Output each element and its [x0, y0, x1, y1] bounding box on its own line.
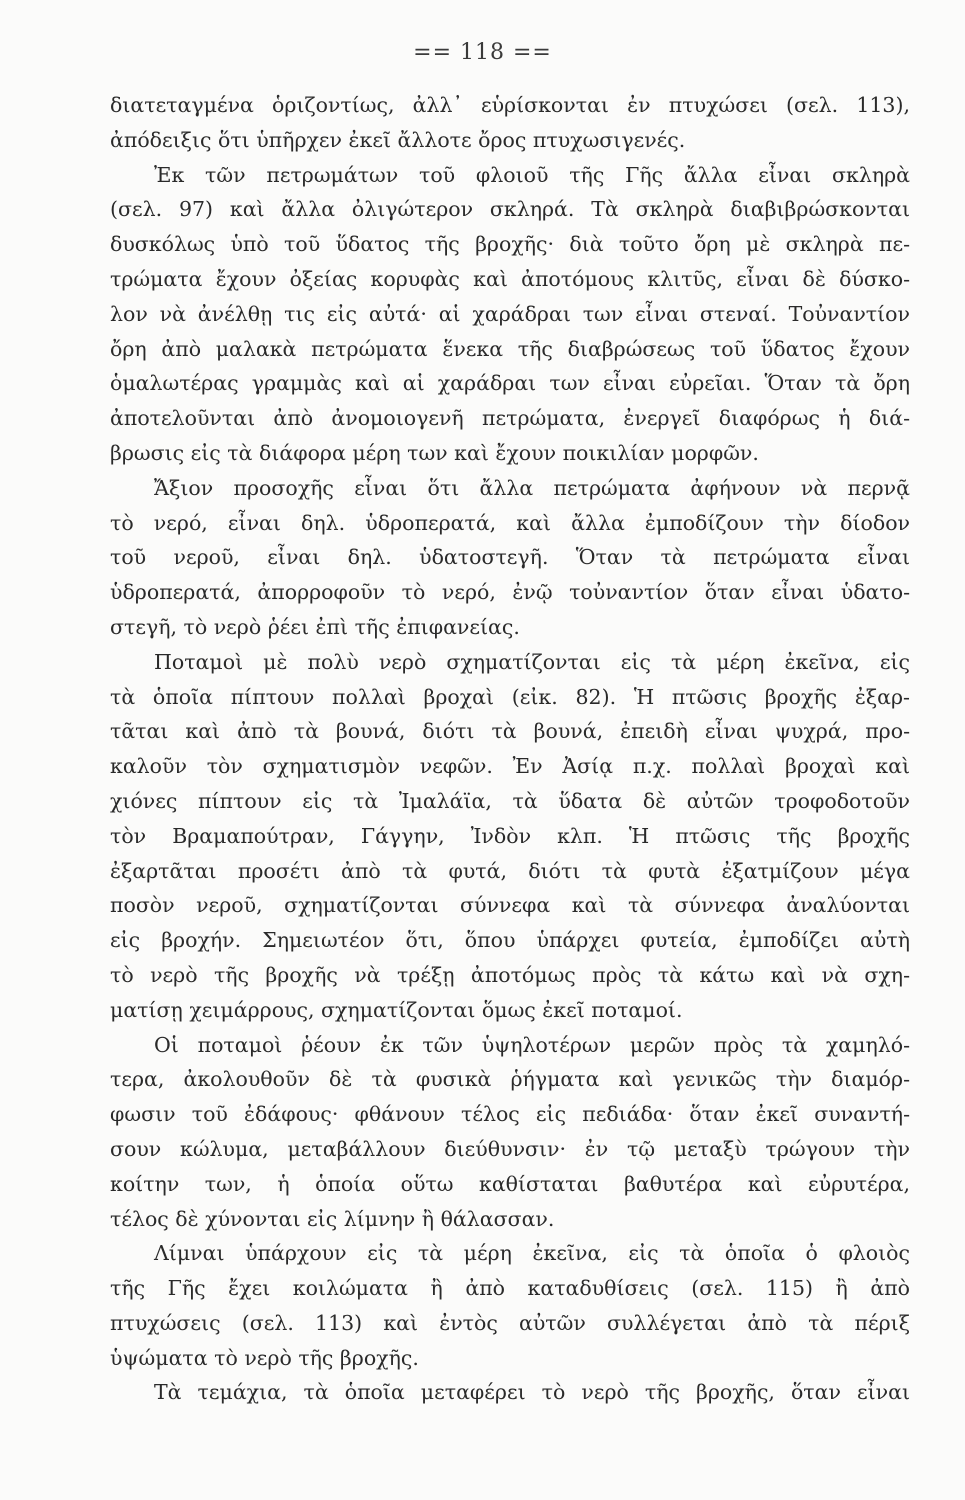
- text-line: κοίτην των, ἡ ὁποία οὕτω καθίσταται βαθυτέρα καὶ εὐρυτέρα,: [110, 1171, 910, 1196]
- text-line: ματίσῃ χειμάρρους, σχηματίζονται ὅμως ἐκεῖ ποταμοί.: [110, 997, 683, 1022]
- text-line: Λίμναι ὑπάρχουν εἰς τὰ μέρη ἐκεῖνα, εἰς τὰ ὁποῖα ὁ φλοιὸς: [154, 1241, 910, 1266]
- text-line: ὑδροπερατά, ἀπορροφοῦν τὸ νερό, ἐνῷ τοὐναντίον ὅταν εἶναι ὑδατο-: [110, 580, 910, 605]
- text-line: λον νὰ ἀνέλθῃ τις εἰς αὐτά· αἱ χαράδραι των εἶναι στεναί. Τοὐναντίον: [110, 301, 910, 326]
- text-line: χιόνες πίπτουν εἰς τὰ Ἰμαλάϊα, τὰ ὕδατα δὲ αὐτῶν τροφοδοτοῦν: [110, 788, 910, 813]
- text-line: τρώματα ἔχουν ὀξείας κορυφὰς καὶ ἀποτόμους κλιτῦς, εἶναι δὲ δύσκο-: [110, 266, 910, 291]
- text-line: Τὰ τεμάχια, τὰ ὁποῖα μεταφέρει τὸ νερὸ τῆς βροχῆς, ὅταν εἶναι: [154, 1380, 910, 1405]
- text-line: ἐξαρτᾶται προσέτι ἀπὸ τὰ φυτά, διότι τὰ φυτὰ ἐξατμίζουν μέγα: [110, 858, 910, 883]
- text-line: Οἱ ποταμοὶ ῥέουν ἐκ τῶν ὑψηλοτέρων μερῶν πρὸς τὰ χαμηλό-: [154, 1032, 910, 1057]
- text-line: καλοῦν τὸν σχηματισμὸν νεφῶν. Ἐν Ἀσίᾳ π.χ. πολλαὶ βροχαὶ καὶ: [110, 754, 910, 779]
- text-line: ὄρη ἀπὸ μαλακὰ πετρώματα ἕνεκα τῆς διαβρώσεως τοῦ ὕδατος ἔχουν: [110, 336, 910, 361]
- text-line: πτυχώσεις (σελ. 113) καὶ ἐντὸς αὐτῶν συλλέγεται ἀπὸ τὰ πέριξ: [110, 1310, 910, 1335]
- text-line: τοῦ νεροῦ, εἶναι δηλ. ὑδατοστεγῆ. Ὅταν τὰ πετρώματα εἶναι: [110, 545, 910, 570]
- paragraph: [110, 1028, 910, 1237]
- text-line: τὸ νερὸ τῆς βροχῆς νὰ τρέξῃ ἀποτόμως πρὸς τὰ κάτω καὶ νὰ σχη-: [110, 962, 910, 987]
- text-line: τὸν Βραμαπούτραν, Γάγγην, Ἰνδὸν κλπ. Ἡ πτῶσις τῆς βροχῆς: [110, 823, 910, 848]
- text-line: ὑψώματα τὸ νερὸ τῆς βροχῆς.: [110, 1345, 419, 1370]
- paragraph: [110, 1236, 910, 1375]
- paragraph: [110, 158, 910, 471]
- paragraph: [110, 471, 910, 645]
- text-line: βρωσις εἰς τὰ διάφορα μέρη των καὶ ἔχουν ποικιλίαν μορφῶν.: [110, 440, 759, 465]
- text-line: στεγῆ, τὸ νερὸ ῥέει ἐπὶ τῆς ἐπιφανείας.: [110, 614, 520, 639]
- text-line: Ἄξιον προσοχῆς εἶναι ὅτι ἄλλα πετρώματα ἀφήνουν νὰ περνᾷ: [154, 475, 910, 500]
- text-line: τᾶται καὶ ἀπὸ τὰ βουνά, διότι τὰ βουνά, ἐπειδὴ εἶναι ψυχρά, προ-: [110, 719, 910, 744]
- text-line: σουν κώλυμα, μεταβάλλουν διεύθυνσιν· ἐν τῷ μεταξὺ τρώγουν τὴν: [110, 1136, 910, 1161]
- text-line: διατεταγμένα ὁριζοντίως, ἀλλ᾽ εὑρίσκονται ἐν πτυχώσει (σελ. 113),: [110, 93, 910, 117]
- text-line: τερα, ἀκολουθοῦν δὲ τὰ φυσικὰ ῥήγματα καὶ γενικῶς τὴν διαμόρ-: [110, 1067, 910, 1092]
- text-line: εἰς βροχήν. Σημειωτέον ὅτι, ὅπου ὑπάρχει φυτεία, ἐμποδίζει αὐτὴ: [110, 928, 910, 953]
- text-line: τέλος δὲ χύνονται εἰς λίμνην ἢ θάλασσαν.: [110, 1206, 555, 1231]
- text-line: (σελ. 97) καὶ ἄλλα ὀλιγώτερον σκληρά. Τὰ σκληρὰ διαβιβρώσκονται: [110, 197, 910, 222]
- text-line: τὰ ὁποῖα πίπτουν πολλαὶ βροχαὶ (εἰκ. 82). Ἡ πτῶσις βροχῆς ἐξαρ-: [110, 684, 910, 709]
- text-line: τὸ νερό, εἶναι δηλ. ὑδροπερατά, καὶ ἄλλα ἐμποδίζουν τὴν δίοδον: [110, 510, 910, 535]
- paragraph: [110, 1375, 910, 1410]
- text-line: τῆς Γῆς ἔχει κοιλώματα ἢ ἀπὸ καταδυθίσεις (σελ. 115) ἢ ἀπὸ: [110, 1276, 910, 1301]
- page-number: == 118 ==: [413, 40, 552, 65]
- paragraph: [110, 645, 910, 1028]
- paragraph: [110, 88, 910, 158]
- text-line: ποσὸν νεροῦ, σχηματίζονται σύννεφα καὶ τὰ σύννεφα ἀναλύονται: [110, 893, 910, 918]
- text-line: φωσιν τοῦ ἐδάφους· φθάνουν τέλος εἰς πεδιάδα· ὅταν ἐκεῖ συναντή-: [110, 1102, 910, 1127]
- text-line: ἀποτελοῦνται ἀπὸ ἀνομοιογενῆ πετρώματα, ἐνεργεῖ διαφόρως ἡ διά-: [110, 406, 910, 431]
- text-line: ἀπόδειξις ὅτι ὑπῆρχεν ἐκεῖ ἄλλοτε ὄρος πτυχωσιγενές.: [110, 127, 686, 152]
- page-text: [110, 88, 910, 1410]
- text-line: Ποταμοὶ μὲ πολὺ νερὸ σχηματίζονται εἰς τὰ μέρη ἐκεῖνα, εἰς: [154, 649, 910, 674]
- text-line: δυσκόλως ὑπὸ τοῦ ὕδατος τῆς βροχῆς· διὰ τοῦτο ὄρη μὲ σκληρὰ πε-: [110, 232, 910, 257]
- text-line: Ἐκ τῶν πετρωμάτων τοῦ φλοιοῦ τῆς Γῆς ἄλλα εἶναι σκληρὰ: [154, 162, 910, 187]
- text-line: ὁμαλωτέρας γραμμὰς καὶ αἱ χαράδραι των εἶναι εὐρεῖαι. Ὅταν τὰ ὄρη: [110, 371, 910, 396]
